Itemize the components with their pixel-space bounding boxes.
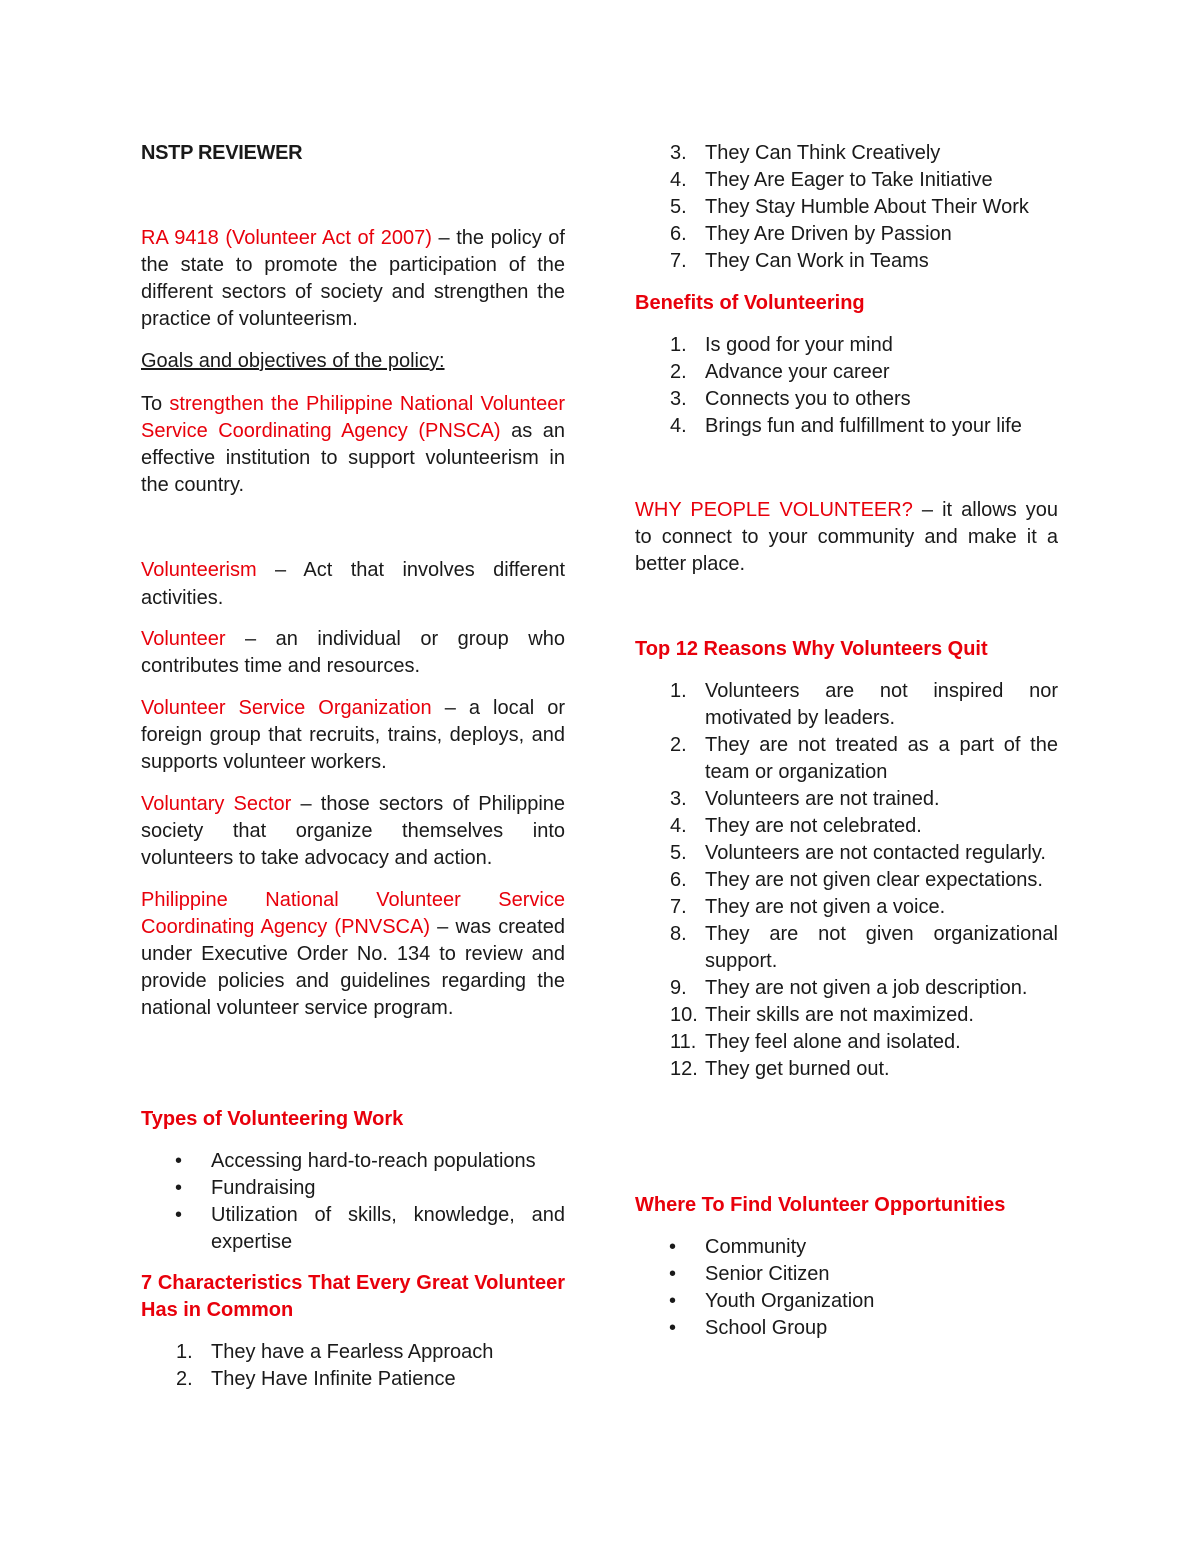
- list-item: 9. They are not given a job description.: [670, 977, 1028, 999]
- goal-paragraph: [141, 391, 565, 499]
- list-item: • School Group: [635, 1315, 1058, 1342]
- definition-text: – a local or foreign group that recruits, trains, deploys, and supports volunteer workers.: [141, 697, 566, 773]
- benefits-list: [635, 332, 1058, 440]
- list-item: • Accessing hard-to-reach populations: [141, 1148, 565, 1175]
- goal-red: strengthen the Philippine National Volunteer Service Coordinating Agency (PNSCA): [141, 393, 565, 442]
- definition-text: – was created under Executive Order No. 134 to review and provide policies and guidelines regarding the national volunteer service program.: [141, 916, 565, 1019]
- definition-term: Voluntary Sector: [141, 793, 292, 815]
- list-item: 1. Volunteers are not inspired nor motivated by leaders.: [670, 680, 1058, 729]
- list-item: 2. They are not treated as a part of the team or organization: [670, 734, 1058, 783]
- ra-term: RA 9418 (Volunteer Act of 2007): [141, 227, 432, 249]
- page-title: NSTP REVIEWER: [141, 142, 303, 164]
- quit-reasons-list: [635, 678, 1058, 1083]
- why-volunteer: [635, 497, 1058, 578]
- ra-def: – the policy of the state to promote the participation of the different sectors of society and strengthen the practice of volunteerism.: [141, 227, 565, 330]
- definition-term: Volunteer: [141, 628, 226, 650]
- list-item: • Community: [635, 1234, 1058, 1261]
- bullet-icon: •: [175, 1150, 183, 1172]
- goal-rest: as an effective institution to support volunteerism in the country.: [141, 420, 565, 496]
- list-item: 4. Brings fun and fulfillment to your life: [670, 415, 1022, 437]
- why-term: WHY PEOPLE VOLUNTEER?: [635, 499, 913, 521]
- bullet-icon: •: [669, 1317, 677, 1339]
- characteristics-list-right: [635, 140, 1058, 275]
- list-item: 8. They are not given organizational support.: [670, 923, 1058, 972]
- benefits-heading: Benefits of Volunteering: [635, 292, 865, 314]
- definition-term: Volunteer Service Organization: [141, 697, 432, 719]
- definition-text: – an individual or group who contributes time and resources.: [141, 628, 565, 677]
- bullet-icon: •: [669, 1263, 677, 1285]
- definition-term: Philippine National Volunteer Service Coordinating Agency (PNVSCA): [141, 889, 565, 938]
- list-item: 3. They Can Think Creatively: [670, 142, 941, 164]
- list-item: 11. They feel alone and isolated.: [670, 1031, 961, 1053]
- characteristics-heading: 7 Characteristics That Every Great Volunteer Has in Common: [141, 1272, 565, 1321]
- bullet-icon: •: [669, 1236, 677, 1258]
- list-item: 1. Is good for your mind: [670, 334, 893, 356]
- where-heading: Where To Find Volunteer Opportunities: [635, 1194, 1006, 1216]
- definition-text: – those sectors of Philippine society that organize themselves into volunteers to take advocacy and action.: [141, 793, 566, 869]
- list-item: 12. They get burned out.: [670, 1058, 890, 1080]
- ra-definition: [141, 225, 565, 333]
- list-item: • Utilization of skills, knowledge, and expertise: [175, 1204, 565, 1253]
- goal-to: To: [141, 393, 170, 415]
- quit-heading: Top 12 Reasons Why Volunteers Quit: [635, 638, 988, 660]
- list-item: 6. They Are Driven by Passion: [670, 223, 952, 245]
- list-item: 5. They Stay Humble About Their Work: [670, 196, 1029, 218]
- definition-text: – Act that involves different activities.: [141, 559, 565, 609]
- why-def: – it allows you to connect to your community and make it a better place.: [635, 499, 1058, 575]
- list-item: 10. Their skills are not maximized.: [670, 1004, 974, 1026]
- list-item: 2. They Have Infinite Patience: [176, 1368, 456, 1390]
- list-item: 5. Volunteers are not contacted regularly.: [670, 842, 1046, 864]
- bullet-icon: •: [175, 1204, 183, 1226]
- types-heading: Types of Volunteering Work: [141, 1108, 404, 1130]
- list-item: 4. They are not celebrated.: [670, 815, 922, 837]
- list-item: 7. They are not given a voice.: [670, 896, 946, 918]
- definition-term: Volunteerism: [141, 559, 257, 581]
- definition-volunteerism: [141, 556, 565, 612]
- definition-voluntary-sector: [141, 791, 565, 872]
- list-item: 7. They Can Work in Teams: [670, 250, 929, 272]
- definition-pnvsca: [141, 887, 565, 1022]
- list-item: 6. They are not given clear expectations.: [670, 869, 1043, 891]
- characteristics-list-left: [141, 1339, 565, 1393]
- list-item: 1. They have a Fearless Approach: [176, 1341, 494, 1363]
- list-item: • Fundraising: [141, 1175, 565, 1202]
- list-item: 4. They Are Eager to Take Initiative: [670, 169, 993, 191]
- list-item: • Senior Citizen: [635, 1261, 1058, 1288]
- definition-vso: [141, 695, 565, 776]
- bullet-icon: •: [175, 1177, 183, 1199]
- bullet-icon: •: [669, 1290, 677, 1312]
- list-item: 3. Volunteers are not trained.: [670, 788, 940, 810]
- definition-volunteer: [141, 626, 565, 680]
- types-list: [141, 1148, 565, 1256]
- list-item: 2. Advance your career: [670, 361, 890, 383]
- goals-heading: Goals and objectives of the policy:: [141, 350, 445, 372]
- list-item: • Youth Organization: [635, 1288, 1058, 1315]
- list-item: 3. Connects you to others: [670, 388, 911, 410]
- where-list: [635, 1234, 1058, 1342]
